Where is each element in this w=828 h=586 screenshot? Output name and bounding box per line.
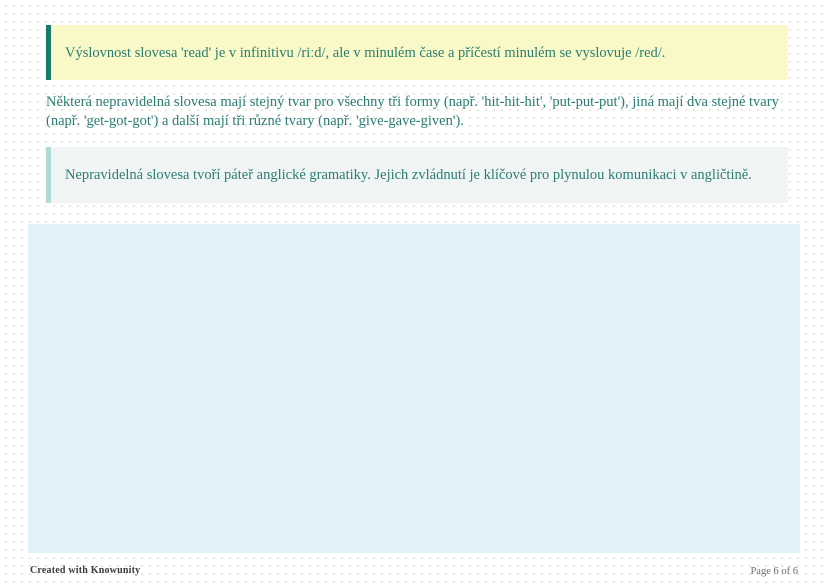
page-indicator: Page 6 of 6 [750, 566, 798, 577]
grammar-note-callout-text: Nepravidelná slovesa tvoří páteř anglické gramatiky. Jejich zvládnutí je klíčové pro plynulou komunikaci v angličtině. [65, 167, 752, 183]
pronunciation-callout-text: Výslovnost slovesa 'read' je v infinitivu /riːd/, ale v minulém čase a příčestí minulém se vyslovuje /red/. [65, 44, 666, 61]
image-placeholder [28, 224, 800, 553]
grammar-note-callout [46, 147, 788, 203]
body-paragraph: Některá nepravidelná slovesa mají stejný tvar pro všechny tři formy (např. 'hit-hit-hit', 'put-put-put'), jiná mají dva stejné tvary (např. 'get-got-got') a další mají tři různé tvary (např. 'give-gave-given'). [46, 94, 779, 129]
pronunciation-callout [46, 25, 788, 80]
footer-credit: Created with Knowunity [30, 565, 141, 576]
